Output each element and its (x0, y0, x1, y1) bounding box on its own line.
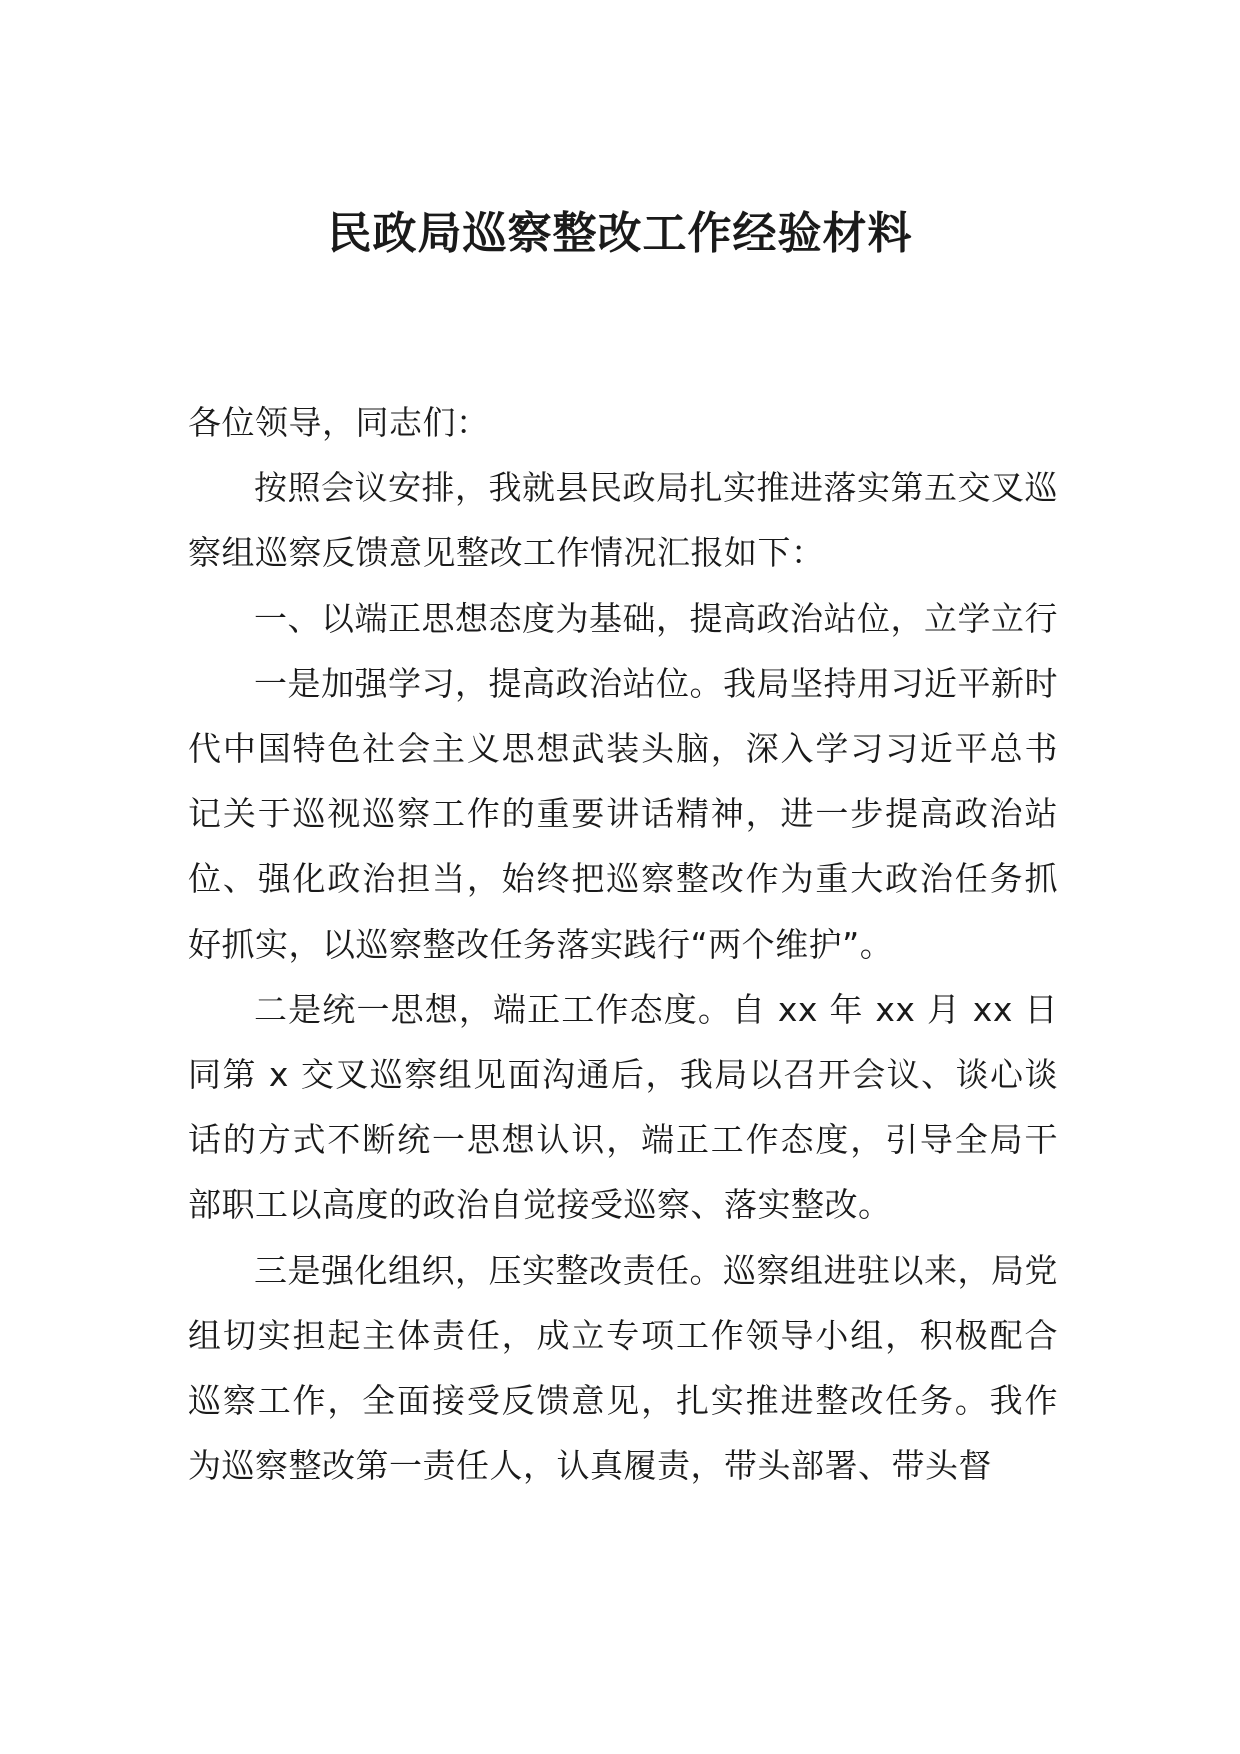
paragraph-organization: 三是强化组织，压实整改责任。巡察组进驻以来，局党组切实担起主体责任，成立专项工作领导小组，积极配合巡察工作，全面接受反馈意见，扎实推进整改任务。我作为巡察整改第一责任人，认真履责，带头部署、带头督 (188, 1250, 1058, 1486)
paragraph-unify-thinking: 二是统一思想，端正工作态度。自 xx 年 xx 月 xx 日同第 x 交叉巡察组见面沟通后，我局以召开会议、谈心谈话的方式不断统一思想认识，端正工作态度，引导全局干部职工以高度的政治自觉接受巡察、落实整改。 (188, 989, 1058, 1225)
section-heading-1: 一、以端正思想态度为基础，提高政治站位，立学立行 (254, 598, 1058, 638)
document-title: 民政局巡察整改工作经验材料 (327, 208, 913, 259)
paragraph-study: 一是加强学习，提高政治站位。我局坚持用习近平新时代中国特色社会主义思想武装头脑，深入学习习近平总书记关于巡视巡察工作的重要讲话精神，进一步提高政治站位、强化政治担当，始终把巡察整改作为重大政治任务抓好抓实，以巡察整改任务落实践行“两个维护”。 (188, 663, 1058, 964)
salutation: 各位领导，同志们： (188, 403, 490, 442)
document-body (188, 390, 1058, 1498)
paragraph-intro: 按照会议安排，我就县民政局扎实推进落实第五交叉巡察组巡察反馈意见整改工作情况汇报如下： (188, 468, 1058, 573)
